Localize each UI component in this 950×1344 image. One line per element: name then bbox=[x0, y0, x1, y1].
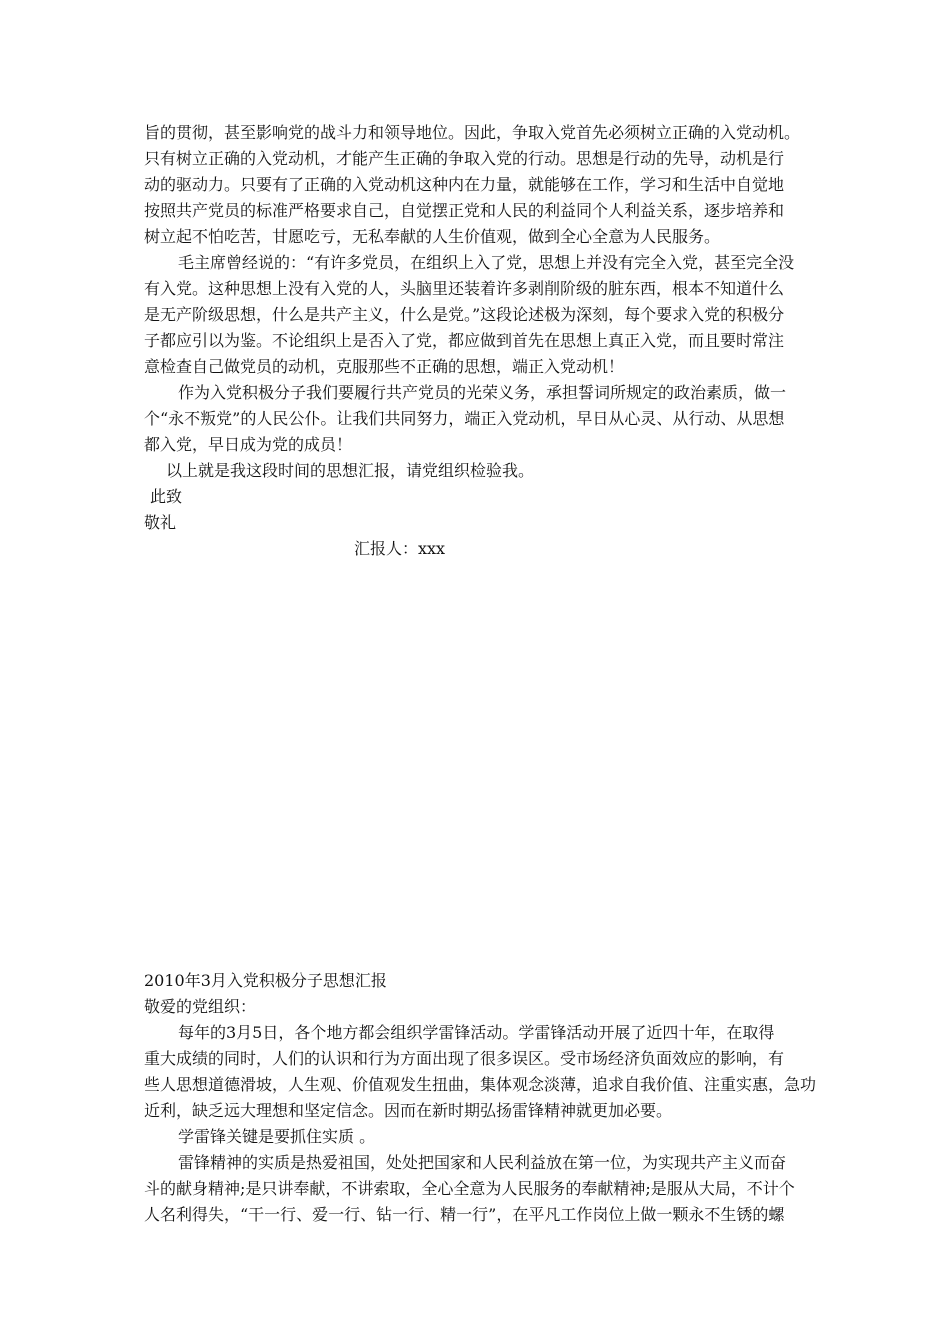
paragraph-line: 只有树立正确的入党动机，才能产生正确的争取入党的行动。思想是行动的先导，动机是行 bbox=[144, 149, 785, 168]
paragraph-line: 旨的贯彻，甚至影响党的战斗力和领导地位。因此，争取入党首先必须树立正确的入党动机。 bbox=[144, 123, 801, 142]
paragraph-line: 动的驱动力。只要有了正确的入党动机这种内在力量，就能够在工作，学习和生活中自觉地 bbox=[144, 175, 785, 194]
paragraph-line: 些人思想道德滑坡，人生观、价值观发生扭曲，集体观念淡薄，追求自我价值、注重实惠，急功 bbox=[144, 1075, 817, 1094]
report-continuation bbox=[144, 120, 814, 562]
paragraph-line: 个“永不叛党”的人民公仆。让我们共同努力，端正入党动机，早日从心灵、从行动、从思想 bbox=[144, 409, 785, 428]
salutation-jingli: 敬礼 bbox=[144, 513, 177, 532]
paragraph-line: 树立起不怕吃苦，甘愿吃亏，无私奉献的人生价值观，做到全心全意为人民服务。 bbox=[144, 227, 721, 246]
paragraph-line: 近利，缺乏远大理想和坚定信念。因而在新时期弘扬雷锋精神就更加必要。 bbox=[144, 1101, 673, 1120]
paragraph-line: 人名利得失，“干一行、爱一行、钻一行、精一行”，在平凡工作岗位上做一颗永不生锈的螺 bbox=[144, 1205, 785, 1224]
paragraph-line: 雷锋精神的实质是热爱祖国，处处把国家和人民利益放在第一位，为实现共产主义而奋 bbox=[178, 1153, 787, 1172]
closing-statement: 以上就是我这段时间的思想汇报，请党组织检验我。 bbox=[166, 461, 535, 480]
paragraph-line: 学雷锋关键是要抓住实质 。 bbox=[178, 1127, 376, 1146]
paragraph-line: 有入党。这种思想上没有入党的人，头脑里还装着许多剥削阶级的脏东西，根本不知道什么 bbox=[144, 279, 785, 298]
report-title: 2010年3月入党积极分子思想汇报 bbox=[144, 971, 387, 990]
paragraph-line: 按照共产党员的标准严格要求自己，自觉摆正党和人民的利益同个人利益关系，逐步培养和 bbox=[144, 201, 785, 220]
paragraph-line: 斗的献身精神;是只讲奉献，不讲索取，全心全意为人民服务的奉献精神;是服从大局，不计个 bbox=[144, 1179, 795, 1198]
paragraph-line: 每年的3月5日，各个地方都会组织学雷锋活动。学雷锋活动开展了近四十年，在取得 bbox=[178, 1023, 775, 1042]
salutation-cizhi: 此致 bbox=[150, 487, 183, 506]
paragraph-line: 子都应引以为鉴。不论组织上是否入了党，都应做到首先在思想上真正入党，而且要时常注 bbox=[144, 331, 785, 350]
report-2010-march bbox=[144, 968, 817, 1228]
paragraph-line: 意检查自己做党员的动机，克服那些不正确的思想，端正入党动机！ bbox=[144, 357, 625, 376]
paragraph-line: 是无产阶级思想，什么是共产主义，什么是党。”这段论述极为深刻，每个要求入党的积极分 bbox=[144, 305, 785, 324]
paragraph-line: 都入党，早日成为党的成员！ bbox=[144, 435, 353, 454]
paragraph-line: 作为入党积极分子我们要履行共产党员的光荣义务，承担誓词所规定的政治素质，做一 bbox=[178, 383, 787, 402]
report-greeting: 敬爱的党组织： bbox=[144, 997, 257, 1016]
paragraph-line: 重大成绩的同时，人们的认识和行为方面出现了很多误区。受市场经济负面效应的影响，有 bbox=[144, 1049, 785, 1068]
paragraph-line: 毛主席曾经说的：“有许多党员，在组织上入了党，思想上并没有完全入党，甚至完全没 bbox=[178, 253, 795, 272]
reporter-signature: 汇报人：xxx bbox=[354, 539, 446, 558]
